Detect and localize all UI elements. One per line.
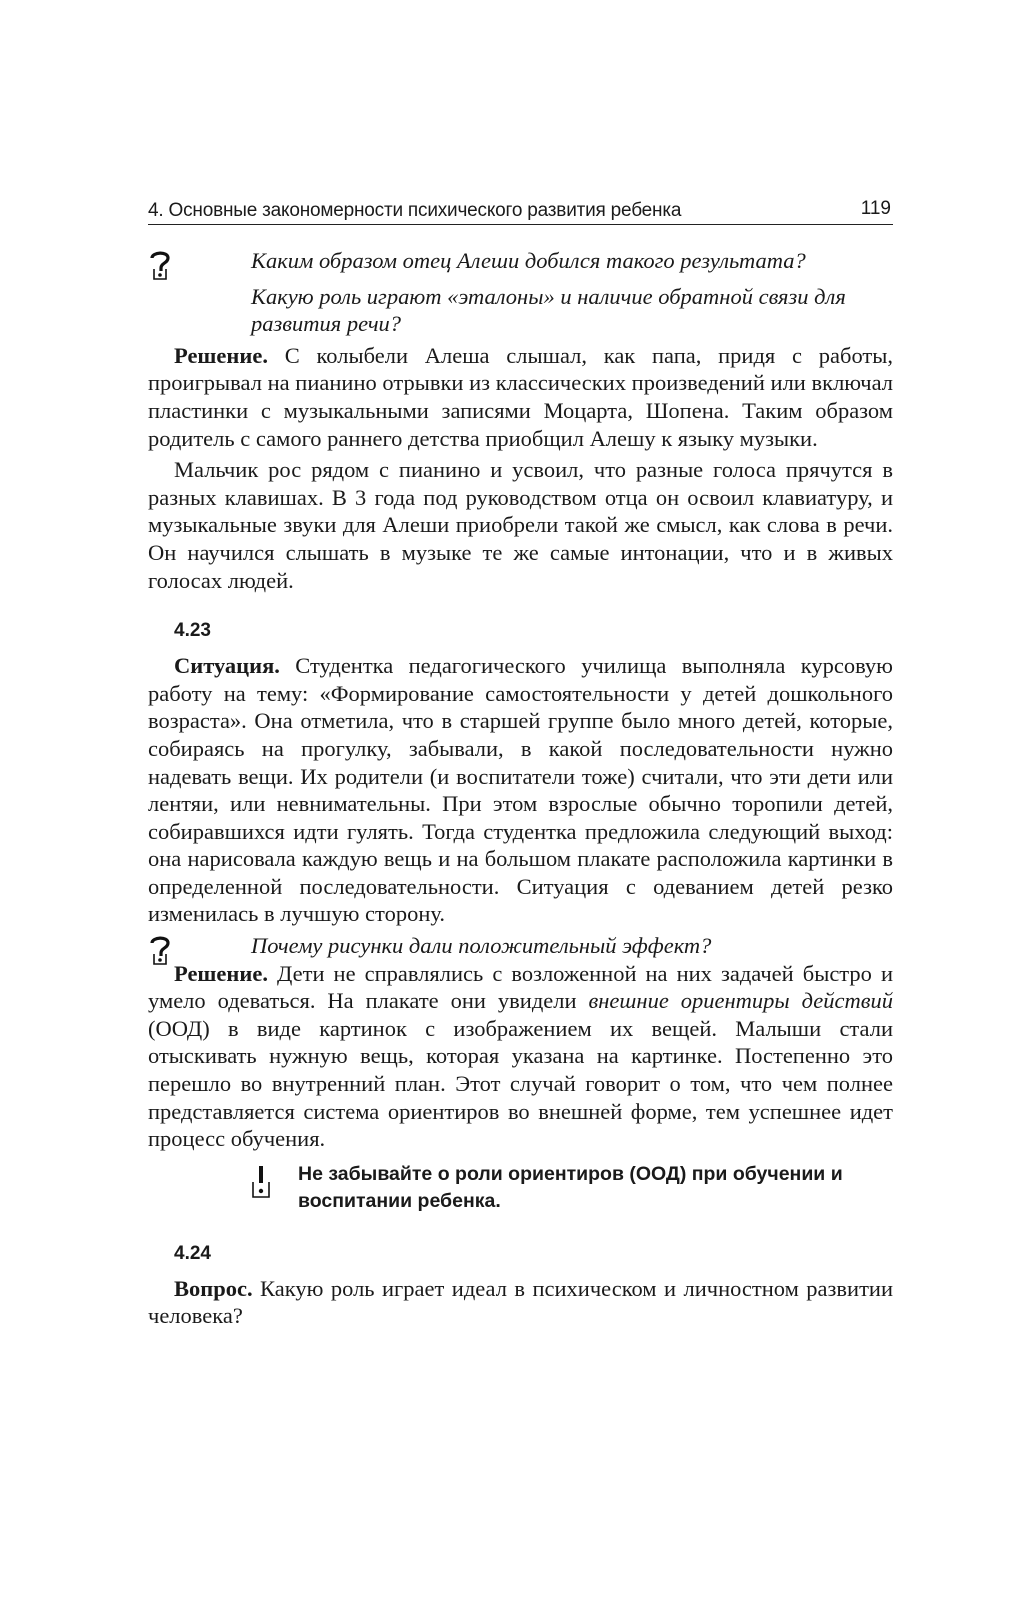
situation-text: Студентка педагогического училища выполняла курсовую работу на тему: «Формирование самостоятельности у детей дошкольного возраста». Она отметила, что в старшей группе было много детей, которые, собираясь на прогулку, забывали, в какой последовательности нужно надевать вещи. Их родители (и воспитатели тоже) считали, что эти дети или лентяи, или невнимательны. При этом взрослые обычно торопили детей, собиравшихся идти гулять. Тогда студентка предложила следующий выход: она нарисовала каждую вещь и на большом плакате расположила картинки в определенной последовательности. Ситуация с одеванием детей резко изменилась в лучшую сторону. — [148, 653, 893, 927]
solution-text: С колыбели Алеша слышал, как папа, придя с работы, проигрывал на пианино отрывки из классических произведений или включал пластинки с музыкальными записями Моцарта, Шопена. Таким образом родитель с самого раннего детства приобщил Алешу к языку музыки. — [148, 342, 893, 451]
question-paragraph — [148, 1275, 893, 1330]
question-body: Какую роль играет идеал в психическом и личностном развитии человека? — [148, 1275, 893, 1329]
solution-paragraph-3 — [148, 960, 893, 1153]
exercise-number-4-24: 4.24 — [174, 1242, 211, 1264]
question-label: Вопрос. — [174, 1275, 253, 1301]
exclamation-hand-icon — [250, 1165, 272, 1199]
note-block — [148, 1161, 893, 1215]
solution-text-2b: (ООД) в виде картинок с изображением их вещей. Малыши стали отыскивать нужную вещь, которая указана на картинке. Постепенно это перешло во внутренний план. Этот случай говорит о том, что чем полнее представляется система ориентиров во внешней форме, тем успешнее идет процесс обучения. — [148, 1015, 893, 1152]
question-block-1 — [148, 247, 893, 338]
question-text-1: Каким образом отец Алеши добился такого результата? — [251, 248, 806, 273]
question-text-3: Почему рисунки дали положительный эффект? — [251, 933, 712, 959]
solution-label-2: Решение. — [174, 960, 268, 986]
solution-paragraph-1 — [148, 342, 893, 452]
solution-text-2a: Дети не справлялись с возложенной на них задачей быстро и умело одеваться. На плакате они увидели — [148, 960, 893, 1014]
note-text: Не забывайте о роли ориентиров (ООД) при обучении и воспитании ребенка. — [298, 1162, 843, 1212]
page-number: 119 — [860, 198, 891, 219]
solution-paragraph-2: Мальчик рос рядом с пианино и усвоил, что разные голоса прячутся в разных клавишах. В 3 года под руководством отца он освоил клавиатуру, и музыкальные звуки для Алеши приобрели такой же смысл, как слова в речи. Он научился слышать в музыке те же самые интонации, что и в живых голосах людей. — [148, 457, 893, 593]
running-header — [148, 192, 893, 225]
question-mark-icon — [148, 934, 172, 966]
chapter-title: 4. Основные закономерности психического развития ребенка — [148, 200, 682, 221]
page-content — [148, 192, 893, 1330]
situation-paragraph — [148, 652, 893, 928]
solution-label: Решение. — [174, 342, 268, 368]
question-block-2 — [148, 932, 893, 960]
question-text-2: Какую роль играют «эталоны» и наличие обратной связи для развития речи? — [251, 283, 846, 337]
situation-label: Ситуация. — [174, 653, 280, 679]
solution-italic-term: внешние ориентиры действий — [588, 988, 893, 1014]
exercise-number-4-23: 4.23 — [174, 620, 211, 642]
question-mark-icon — [148, 249, 172, 281]
